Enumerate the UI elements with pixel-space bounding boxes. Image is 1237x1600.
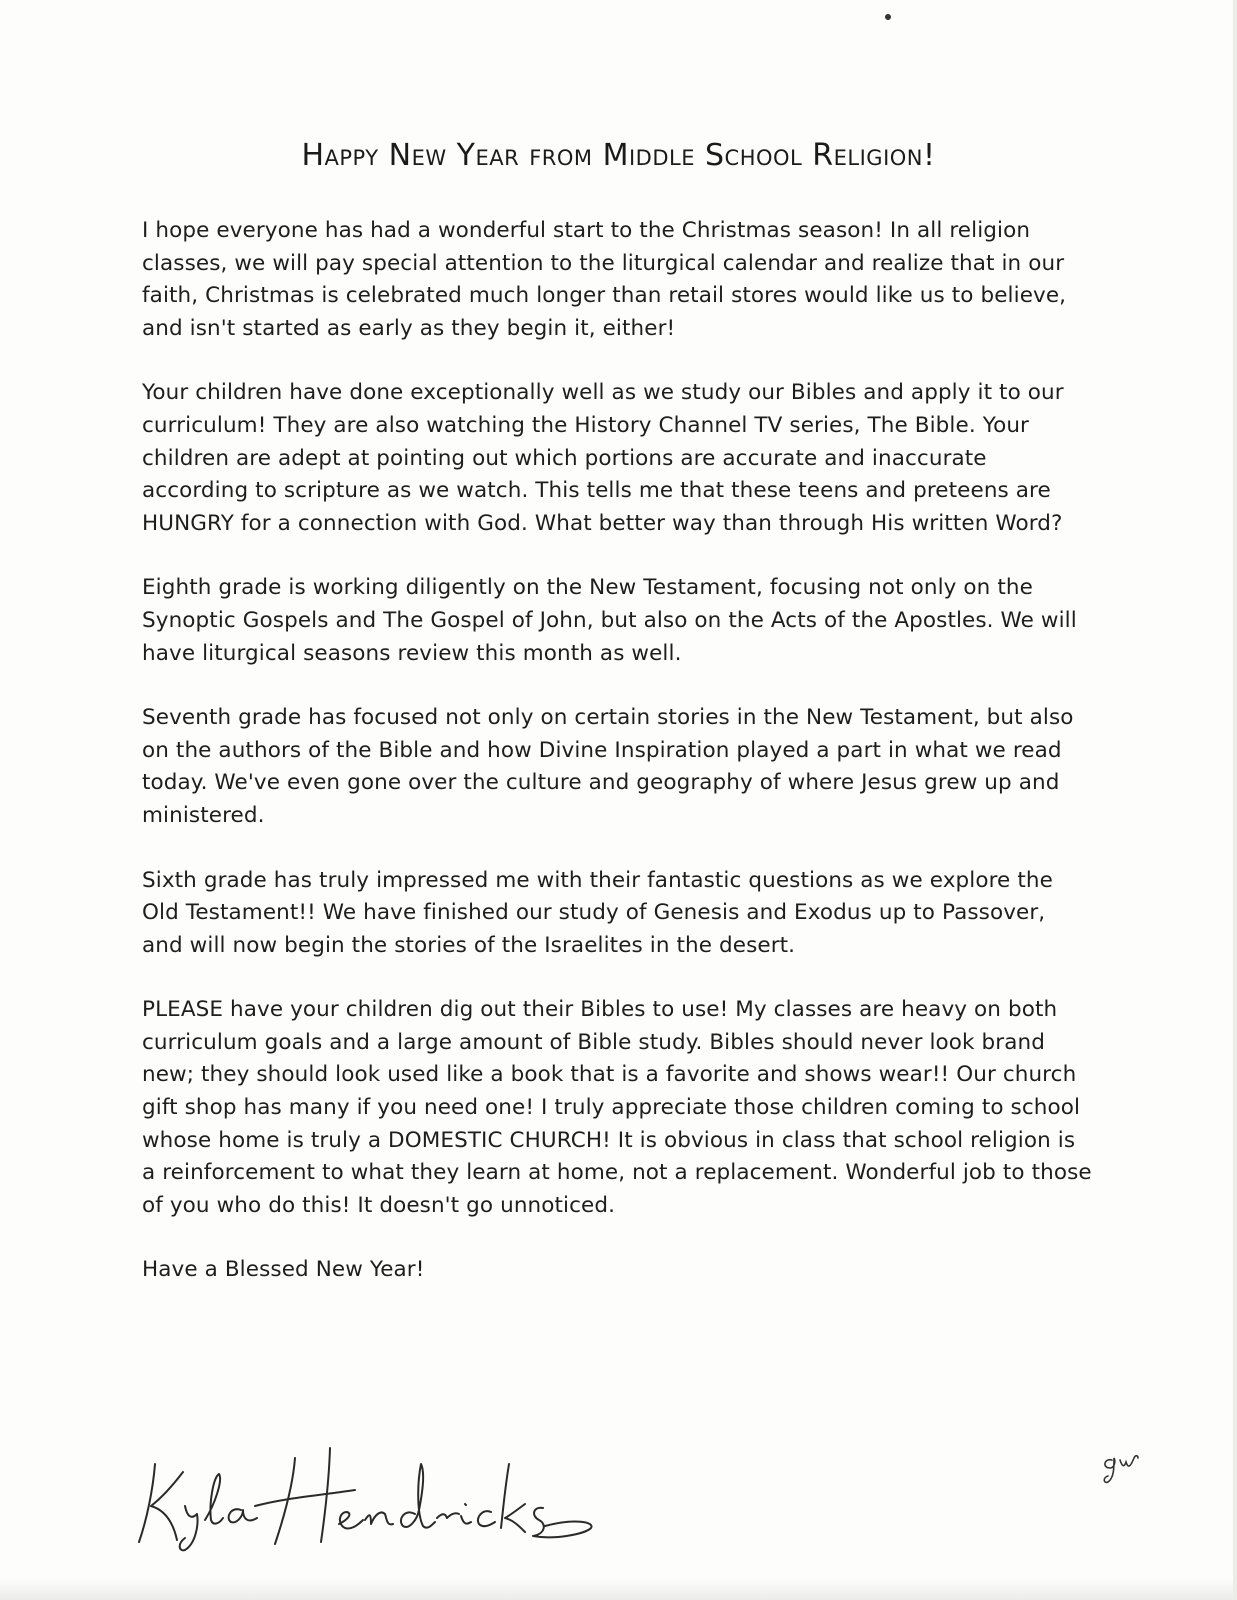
paragraph-eighth-grade: Eighth grade is working diligently on the New Testament, focusing not only on the Synoptic Gospels and The Gospel of John, but also on the Acts of the Apostles. We will have liturgical seasons review this month as well. [142,575,1077,666]
paragraph-bible-study: Your children have done exceptionally well as we study our Bibles and apply it to our curriculum! They are also watching the History Channel TV series, The Bible. Your children are adept at pointing out which portions are accurate and inaccurate according to scripture as we watch. This tells me that these teens and preteens are HUNGRY for a connection with God. What better way than through His written Word? [142,380,1064,536]
letter-title: Happy New Year from Middle School Religion! [301,138,936,173]
paragraph-seventh-grade: Seventh grade has focused not only on certain stories in the New Testament, but also on the authors of the Bible and how Divine Inspiration played a part in what we read today. We've even gone over the culture and geography of where Jesus grew up and ministered. [142,705,1074,828]
paragraph-bibles-request: PLEASE have your children dig out their Bibles to use! My classes are heavy on both curriculum goals and a large amount of Bible study. Bibles should never look brand new; they should look used like a book that is a favorite and shows wear!! Our church gift shop has many if you need one! I truly appreciate those children coming to school whose home is truly a DOMESTIC CHURCH! It is obvious in class that school religion is a reinforcement to what they learn at home, not a replacement. Wonderful job to those of you who do this! It doesn't go unnoticed. [142,997,1092,1218]
letter-body [142,215,1092,1319]
paragraph-intro: I hope everyone has had a wonderful start to the Christmas season! In all religion classes, we will pay special attention to the liturgical calendar and realize that in our faith, Christmas is celebrated much longer than retail stores would like us to believe, and isn't started as early as they begin it, either! [142,218,1067,341]
closing-line: Have a Blessed New Year! [142,1257,425,1283]
initials-handwritten [1098,1448,1148,1488]
page-bottom-edge [0,1578,1237,1600]
paragraph-sixth-grade: Sixth grade has truly impressed me with their fantastic questions as we explore the Old Testament!! We have finished our study of Genesis and Exodus up to Passover, and will now begin the stories of the Israelites in the desert. [142,867,1053,958]
speck-mark [885,14,891,20]
signature-handwritten [125,1444,595,1554]
